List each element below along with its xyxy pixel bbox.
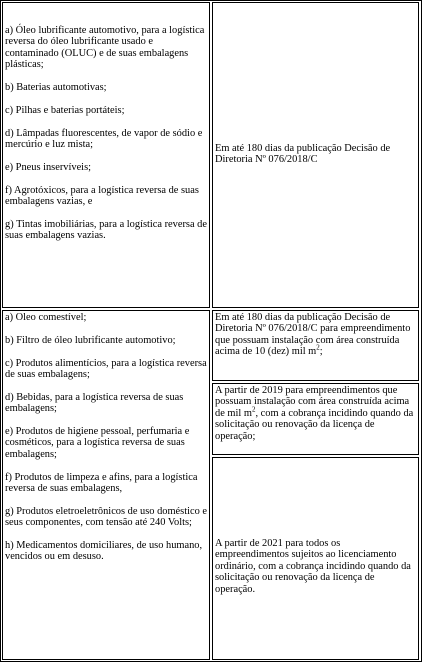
row1-item-b: b) Baterias automotivas; [5,82,107,94]
row1-item-c: c) Pilhas e baterias portáteis; [5,104,125,116]
row1-item-d: d) Lâmpadas fluorescentes, de vapor de sódio e mercúrio e luz mista; [5,127,203,151]
row2-item-g: g) Produtos eletroeletrônicos de uso doméstico e seus componentes, com tensão até 240 Volts; [5,505,207,529]
row2-deadline-1-superscript: 2 [316,343,320,352]
row1-item-a: a) Óleo lubrificante automotivo, para a logística reversa do óleo lubrificante usado e contaminado (OLUC) e de suas embalagens plásticas; [5,25,205,71]
row2-item-d: d) Bebidas, para a logística reversa de suas embalagens; [5,391,184,415]
row2-deadline-2-superscript: 2 [251,405,256,414]
row1-deadline-text: Em até 180 dias da publicação Decisão de Diretoria Nº 076/2018/C [215,143,391,166]
row1-deadline-cell [212,2,419,308]
row2-item-h: h) Medicamentos domiciliares, de uso humano, vencidos ou em desuso. [5,540,203,563]
row2-deadline-text-2 [215,385,416,442]
row2-item-b: b) Filtro de óleo lubrificante automotivo; [5,334,176,346]
row2-items-cell [2,310,210,660]
row1-item-e: e) Pneus inservíveis; [5,161,91,173]
row2-item-e: e) Produtos de higiene pessoal, perfumaria e cosméticos, para a logística reversa de suas embalagens; [5,426,190,460]
row1-items-cell [2,2,210,308]
row2-item-a: a) Oleo comestível; [5,312,87,323]
row1-item-g: g) Tintas imobiliárias, para a logística reversa de suas embalagens vazias. [5,218,207,242]
row2-deadline-text-3: A partir de 2021 para todos os empreendimentos sujeitos ao licenciamento ordinário, com a cobrança incidindo quando da solicitação ou renovação da licença de operação. [215,538,411,595]
row2-deadline-2-main: A partir de 2019 para empreendimentos que possuam instalação com área construída acima de mil m [215,385,410,419]
row2-deadline-text-1 [215,312,416,358]
row2-item-f: f) Produtos de limpeza e afins, para a logística reversa de suas embalagens, [5,471,198,495]
row2-deadline-1-end: ; [319,346,323,358]
row2-deadline-cell-3 [212,457,419,660]
row2-deadline-cell-1 [212,310,419,381]
row2-deadline-2-end: , com a cobrança incidindo quando da solicitação ou renovação da licença de operação; [215,407,414,442]
row2-deadline-cell-2 [212,383,419,455]
row2-item-c: c) Produtos alimentícios, para a logística reversa de suas embalagens; [5,357,207,380]
row1-item-f: f) Agrotóxicos, para a logística reversa de suas embalagens vazias, e [5,184,199,208]
row2-deadline-1-main: Em até 180 dias da publicação Decisão de Diretoria Nº 076/2018/C para empreendimento que possuam instalação com área construída acima de 10 (dez) mil m [215,312,411,358]
